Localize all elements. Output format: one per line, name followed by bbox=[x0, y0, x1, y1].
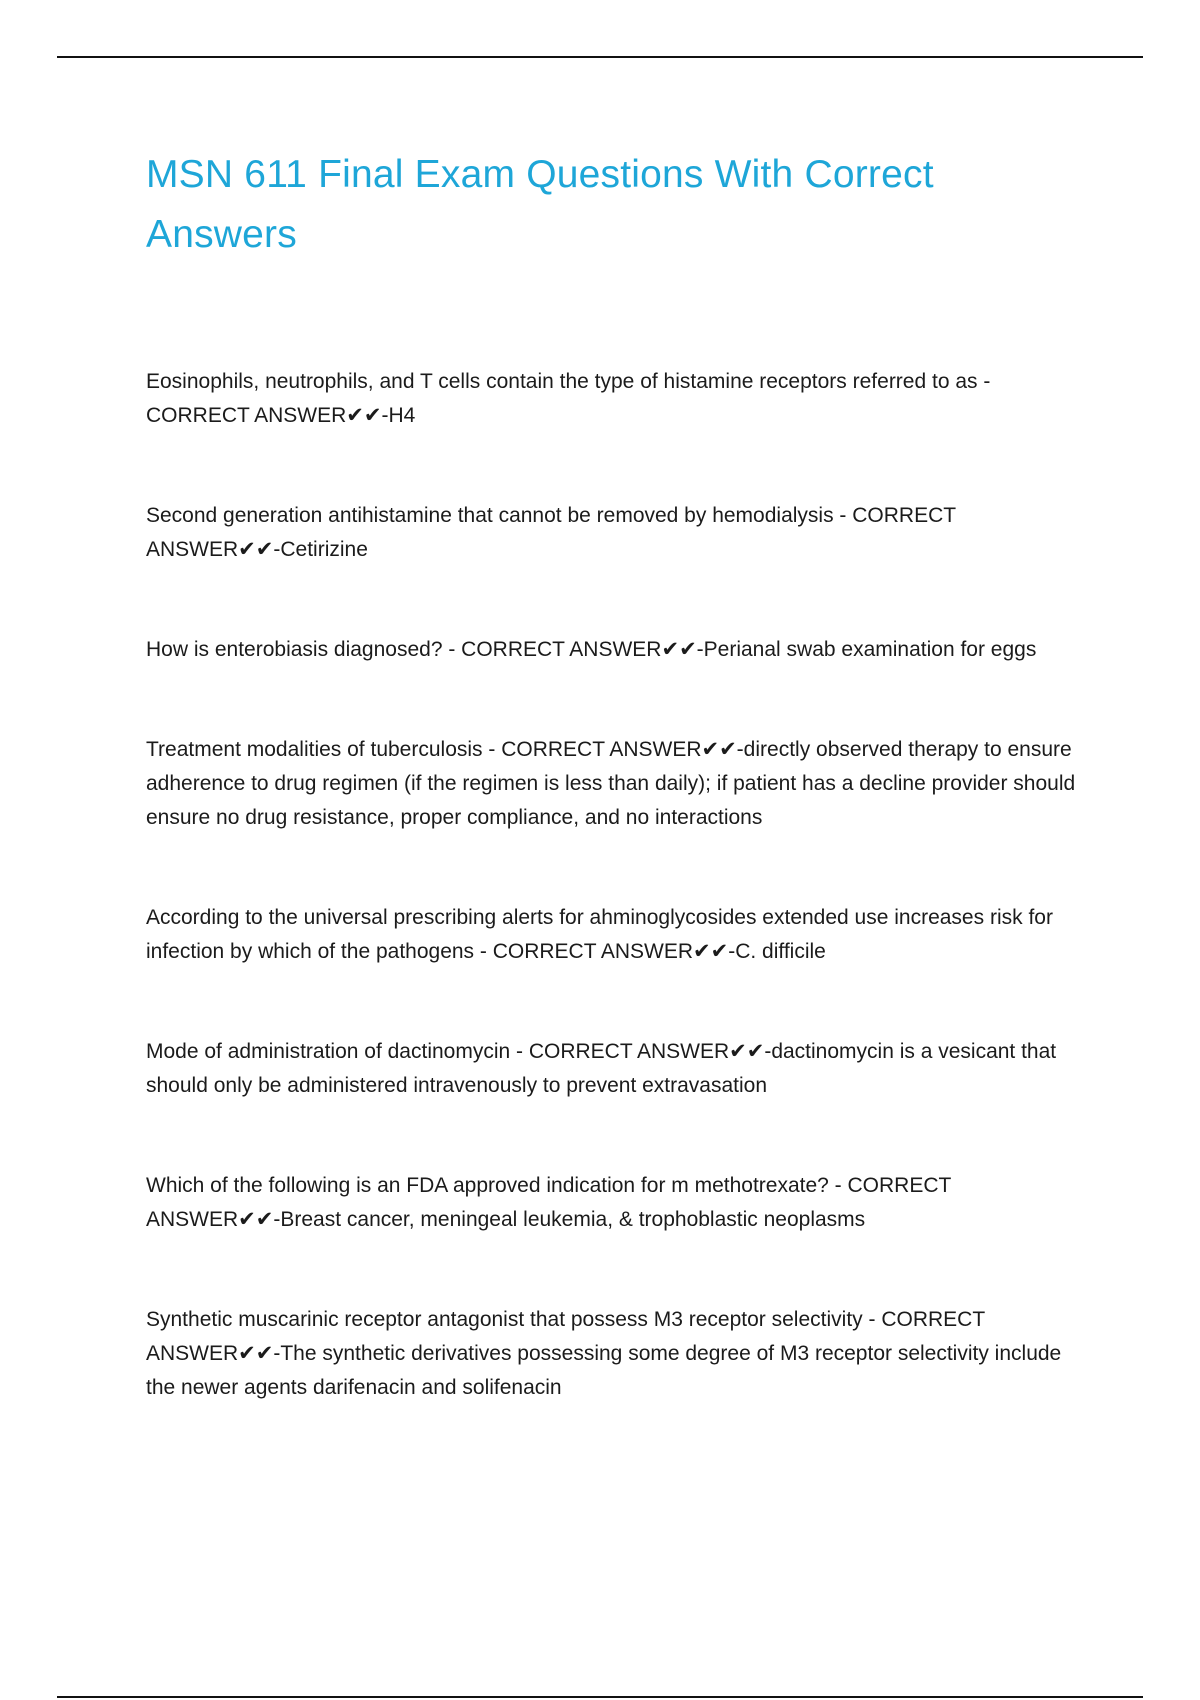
qa-item: Mode of administration of dactinomycin - CORRECT ANSWER✔✔-dactinomycin is a vesicant that should only be administered intravenously to prevent extravasation bbox=[146, 1040, 1057, 1097]
qa-item: Eosinophils, neutrophils, and T cells contain the type of histamine receptors referred to as - CORRECT ANSWER✔✔-H4 bbox=[146, 370, 991, 427]
document-title: MSN 611 Final Exam Questions With Correct Answers bbox=[146, 153, 934, 256]
qa-item: According to the universal prescribing alerts for ahminoglycosides extended use increases risk for infection by which of the pathogens - CORRECT ANSWER✔✔-C. difficile bbox=[146, 906, 1053, 963]
qa-item: Which of the following is an FDA approved indication for m methotrexate? - CORRECT ANSWER✔✔-Breast cancer, meningeal leukemia, & trophoblastic neoplasms bbox=[146, 1174, 951, 1231]
qa-item: Synthetic muscarinic receptor antagonist that possess M3 receptor selectivity - CORRECT ANSWER✔✔-The synthetic derivatives possessing some degree of M3 receptor selectivity include the newer agents darifenacin and solifenacin bbox=[146, 1308, 1062, 1399]
qa-item: How is enterobiasis diagnosed? - CORRECT ANSWER✔✔-Perianal swab examination for eggs bbox=[146, 638, 1037, 661]
bottom-rule bbox=[57, 1696, 1143, 1698]
document-body bbox=[146, 145, 1086, 1471]
qa-list bbox=[146, 365, 1086, 1405]
qa-item: Second generation antihistamine that cannot be removed by hemodialysis - CORRECT ANSWER✔✔-Cetirizine bbox=[146, 504, 956, 561]
qa-item: Treatment modalities of tuberculosis - CORRECT ANSWER✔✔-directly observed therapy to ensure adherence to drug regimen (if the regimen is less than daily); if patient has a decline provider should ensure no drug resistance, proper compliance, and no interactions bbox=[146, 738, 1076, 829]
top-rule bbox=[57, 56, 1143, 58]
